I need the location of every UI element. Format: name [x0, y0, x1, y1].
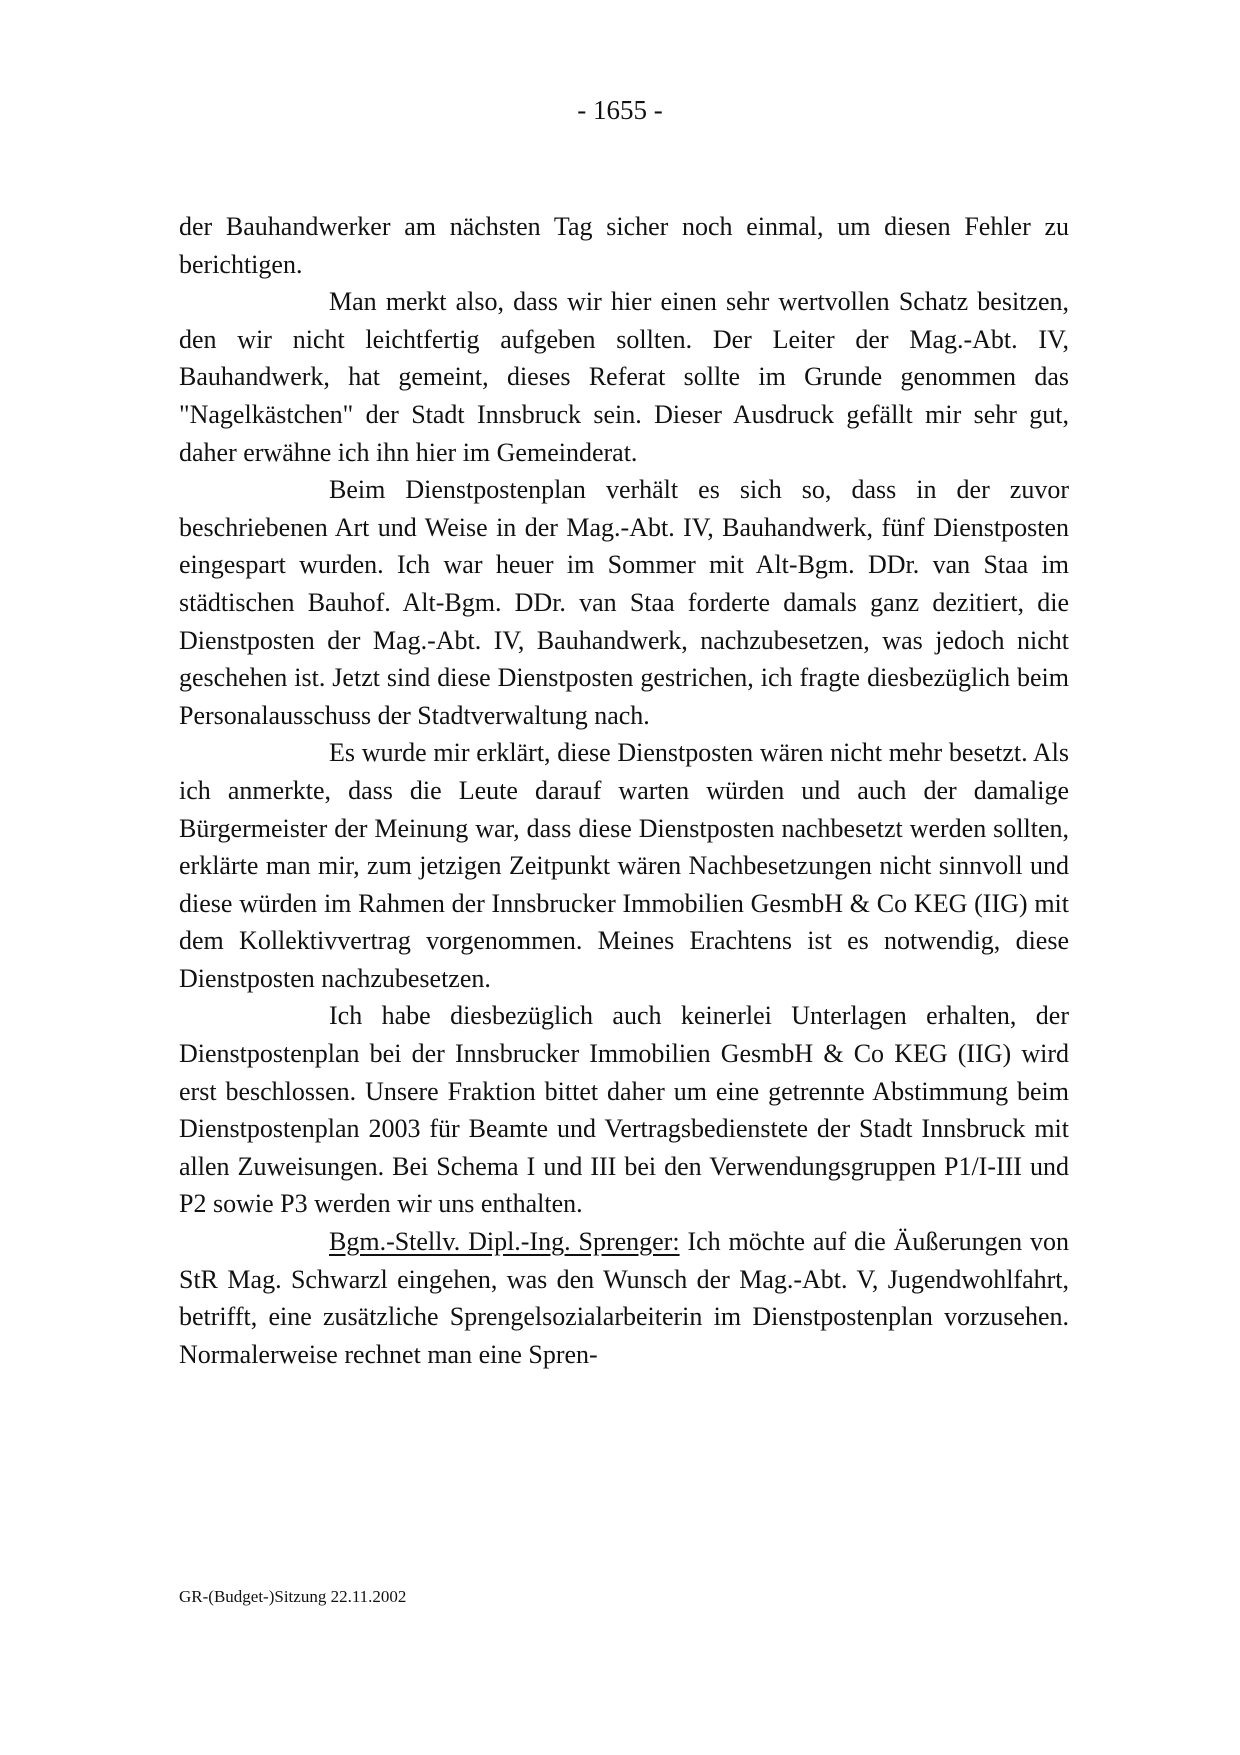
paragraph: Ich habe diesbezüglich auch keinerlei Unterlagen erhalten, der Dienstpostenplan bei der Innsbrucker Immobilien GesmbH & Co KEG (IIG) wird erst beschlossen. Unsere Fraktion bittet daher um eine getrennte Abstimmung beim Dienstpostenplan 2003 für Beamte und Vertragsbedienstete der Stadt Innsbruck mit allen Zuweisungen. Bei Schema I und III bei den Verwendungsgruppen P1/I-III und P2 sowie P3 werden wir uns enthalten.: [179, 1001, 1069, 1219]
document-body: [179, 208, 1069, 1373]
page-number: - 1655 -: [577, 95, 663, 125]
paragraph: Beim Dienstpostenplan verhält es sich so, dass in der zuvor beschriebenen Art und Weise in der Mag.-Abt. IV, Bauhandwerk, fünf Dienstposten eingespart wurden. Ich war heuer im Sommer mit Alt-Bgm. DDr. van Staa im städtischen Bauhof. Alt-Bgm. DDr. van Staa forderte damals ganz dezitiert, die Dienstposten der Mag.-Abt. IV, Bauhandwerk, nachzubesetzen, was jedoch nicht geschehen ist. Jetzt sind diese Dienstposten gestrichen, ich fragte diesbezüglich beim Personalausschuss der Stadtverwaltung nach.: [179, 475, 1069, 730]
footer-session-date: GR-(Budget-)Sitzung 22.11.2002: [179, 1587, 407, 1606]
speech-text: Ich möchte auf die Äußerungen von StR Mag. Schwarzl eingehen, was den Wunsch der Mag.-Abt. V, Jugendwohlfahrt, betrifft, eine zusätzliche Sprengelsozialarbeiterin im Dienstpostenplan vorzusehen. Normalerweise rechnet man eine Spren-: [179, 1227, 1070, 1369]
speaker-name: Bgm.-Stellv. Dipl.-Ing. Sprenger:: [329, 1227, 680, 1257]
paragraph: Es wurde mir erklärt, diese Dienstposten wären nicht mehr besetzt. Als ich anmerkte, dass die Leute darauf warten würden und auch der damalige Bürgermeister der Meinung war, dass diese Dienstposten nachbesetzt werden sollten, erklärte man mir, zum jetzigen Zeitpunkt wären Nachbesetzungen nicht sinnvoll und diese würden im Rahmen der Innsbrucker Immobilien GesmbH & Co KEG (IIG) mit dem Kollektivvertrag vorgenommen. Meines Erachtens ist es notwendig, diese Dienstposten nachzubesetzen.: [179, 738, 1069, 993]
paragraph: der Bauhandwerker am nächsten Tag sicher noch einmal, um diesen Fehler zu berichtigen.: [179, 212, 1069, 279]
speech-paragraph: [179, 1223, 1069, 1373]
paragraph: Man merkt also, dass wir hier einen sehr wertvollen Schatz besitzen, den wir nicht leichtfertig aufgeben sollten. Der Leiter der Mag.-Abt. IV, Bauhandwerk, hat gemeint, dieses Referat sollte im Grunde genommen das "Nagelkästchen" der Stadt Innsbruck sein. Dieser Ausdruck gefällt mir sehr gut, daher erwähne ich ihn hier im Gemeinderat.: [179, 287, 1069, 467]
